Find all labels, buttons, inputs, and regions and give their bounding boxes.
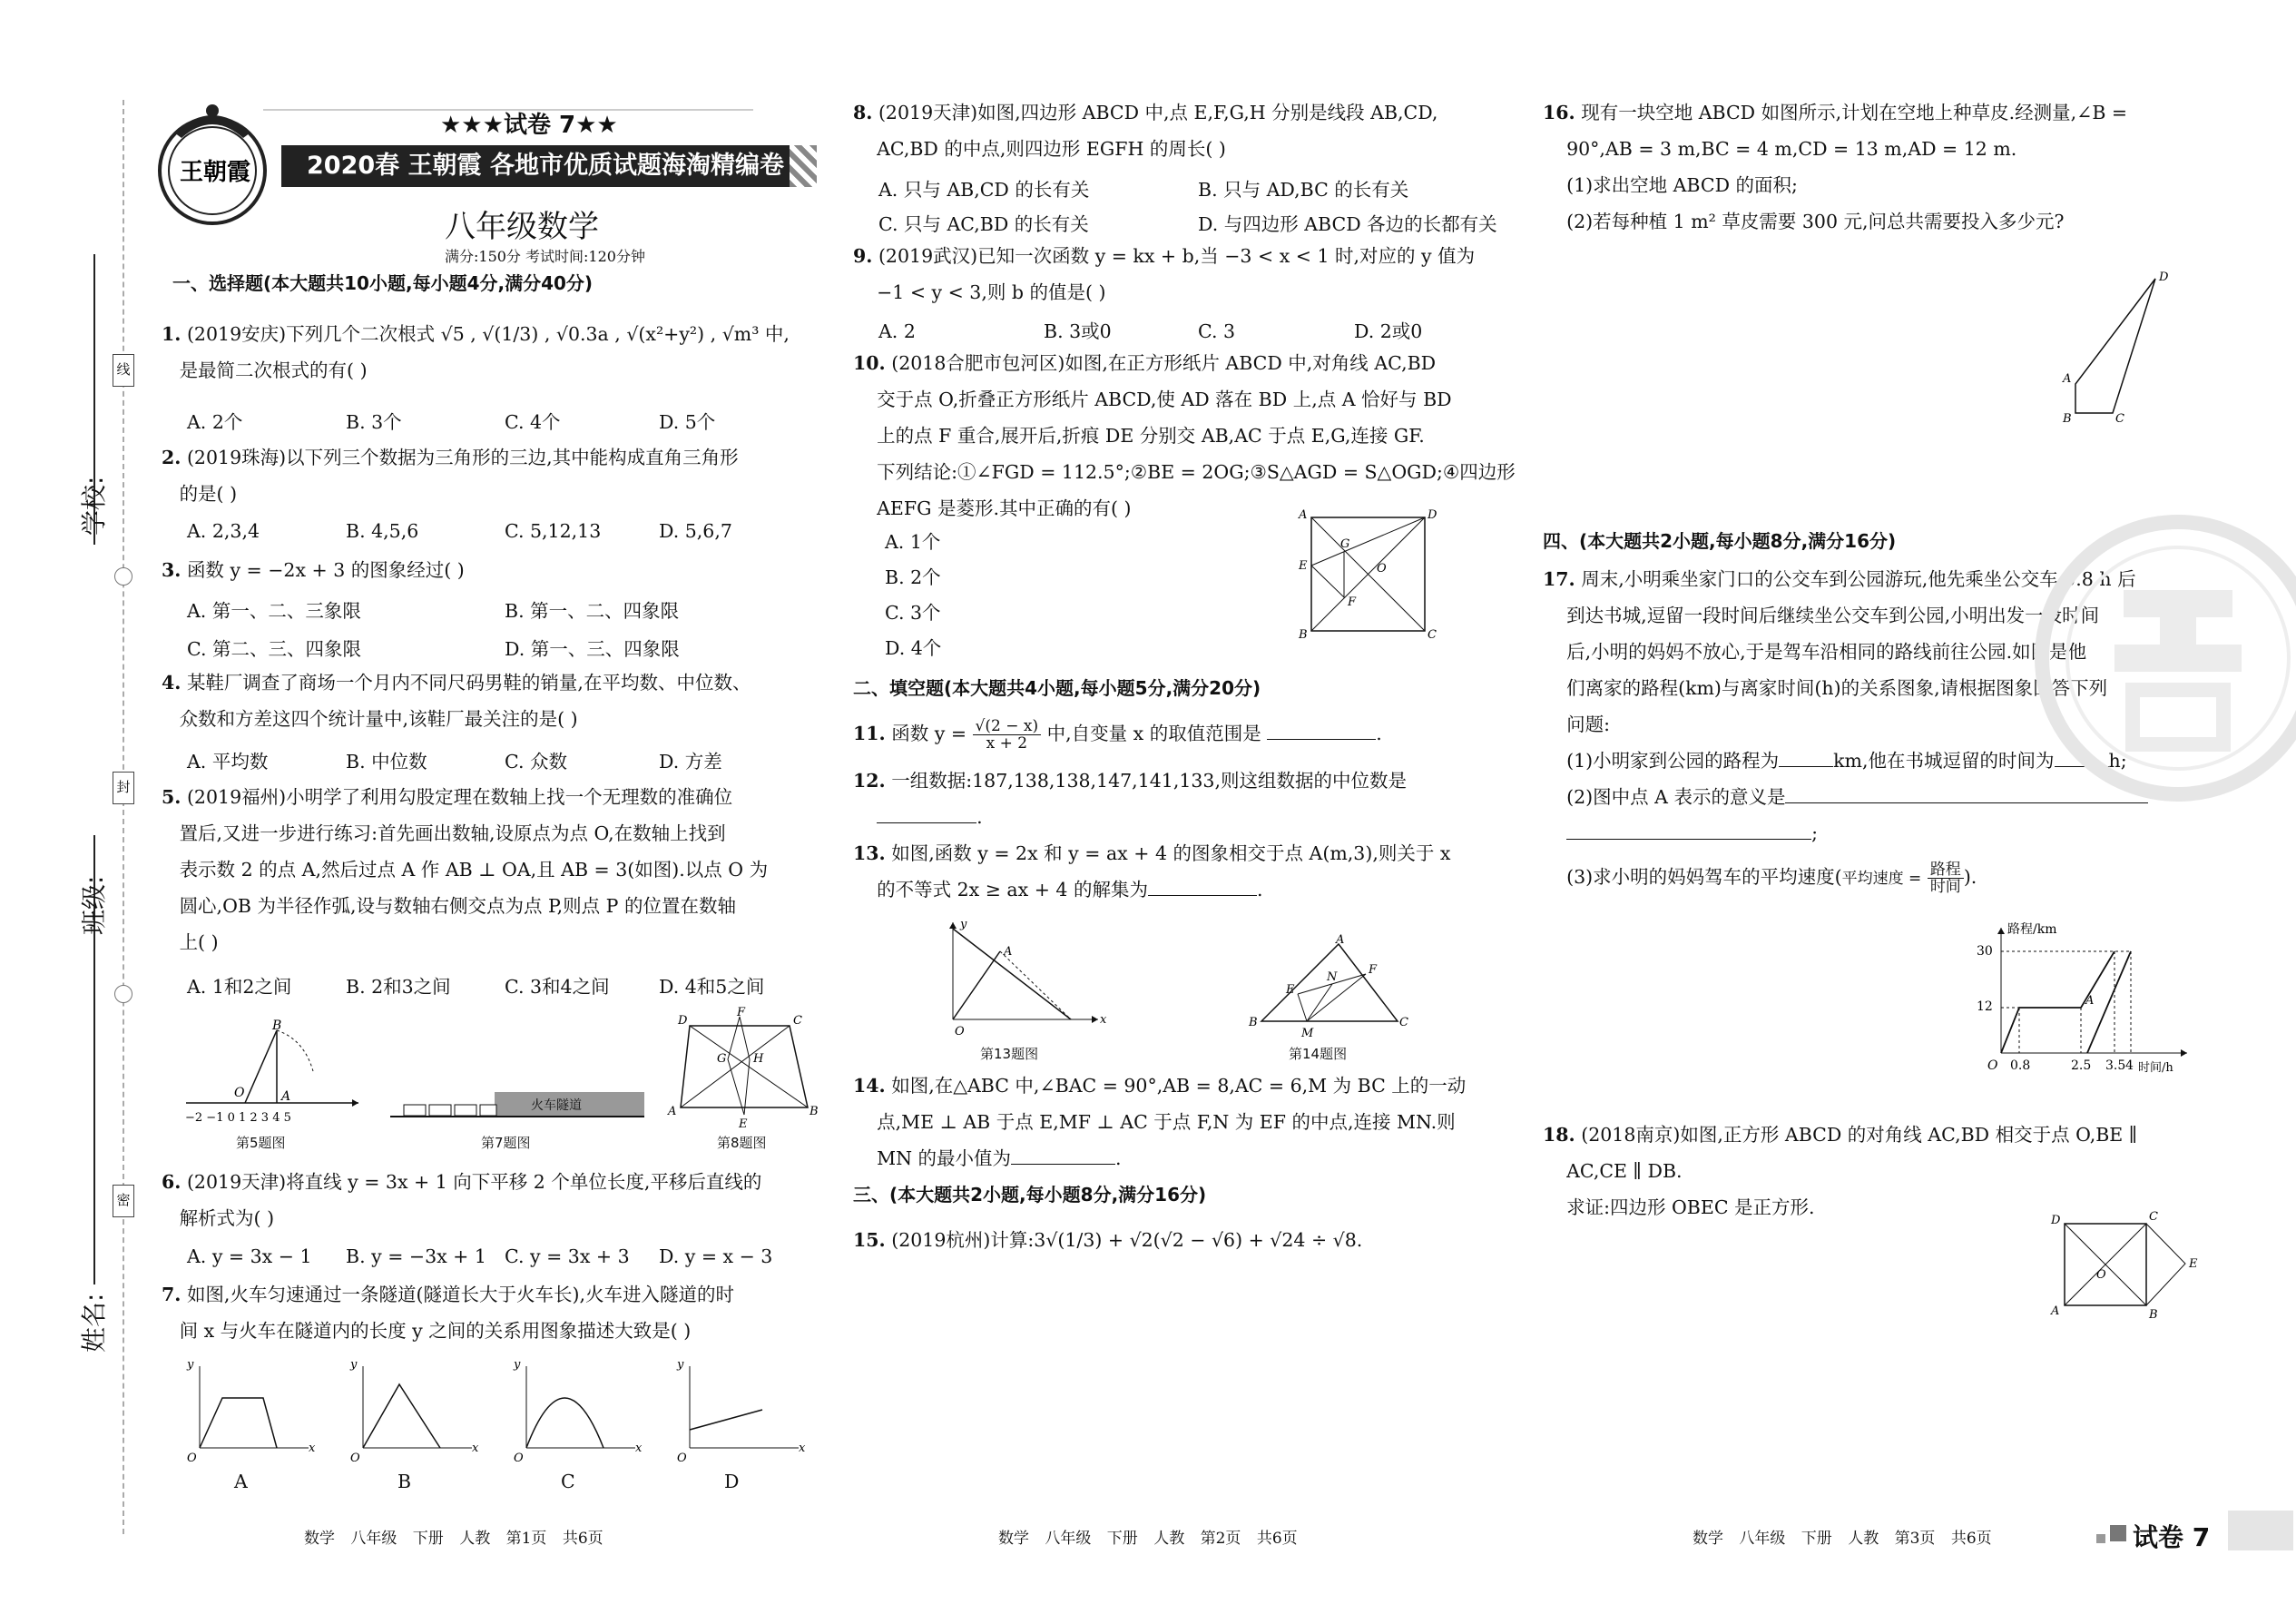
figure-q7-graphs — [182, 1357, 806, 1466]
question-9: 9. (2019武汉)已知一次函数 y = kx + b,当 −3 < x < 1 时,对应的 y 值为 −1 < y < 3,则 b 的值是( ) — [853, 245, 1476, 303]
svg-text:E: E — [1286, 983, 1295, 997]
svg-text:G: G — [1340, 537, 1350, 551]
question-17-part3: (3)求小明的妈妈驾车的平均速度(平均速度 = $\frac{\text{路程}}{\text{时间}}$ ). — [1566, 861, 1977, 896]
svg-text:D: D — [1428, 508, 1437, 522]
svg-text:O: O — [350, 1452, 360, 1465]
figure-q5-number-line — [182, 1017, 363, 1126]
svg-text:E: E — [2189, 1257, 2198, 1271]
title-pattern — [790, 145, 817, 187]
question-17: 17. 周末,小明乘坐家门口的公交车到公园游玩,他先乘坐公交车 0.8 h 后 到达书城,逗留一段时间后继续坐公交车到公园,小明出发一段时间 后,小明的妈妈不放心,于是驾车沿相同的路线前往公园.如图是他 们离家的路程(km)与离家时间(h)的关系图象,请根据图象回答下列 问题: (1)小明家到公园的路程为 km,他在书城逗留的时间为 h; (2)图中点 A 表示的意义是 ; — [1543, 561, 2148, 851]
svg-text:N: N — [1327, 970, 1338, 984]
seal-mark-seal: 封 — [113, 772, 134, 804]
svg-text:A: A — [1299, 508, 1308, 522]
question-1: 1. (2019安庆)下列几个二次根式 √5 , √(1/3) , √0.3a , √(x²+y²) , √m³ 中, 是最简二次根式的有( ) — [162, 323, 790, 381]
exam-meta: 满分:150分 考试时间:120分钟 — [445, 248, 645, 265]
brand-logo — [156, 98, 274, 234]
svg-text:H: H — [753, 1052, 764, 1066]
svg-text:F: F — [737, 1006, 746, 1019]
figure-q8-quadrilateral — [662, 1008, 817, 1130]
q4-options: A. 平均数 B. 中位数 C. 众数 D. 方差 — [187, 751, 722, 773]
binding-dashed-line — [123, 100, 124, 1534]
figure-q17-distance-time-graph — [1969, 917, 2214, 1080]
svg-text:x: x — [799, 1442, 806, 1455]
q7-graph-c — [513, 1358, 643, 1465]
question-16: 16. 现有一块空地 ABCD 如图所示,计划在空地上种草皮.经测量,∠B = 90°,AB = 3 m,BC = 4 m,CD = 13 m,AD = 12 m. (1)求出空地 ABCD 的面积; (2)若每种植 1 m² 草皮需要 300 元,问总共需要投入多少元? — [1543, 102, 2128, 232]
logo-text: 王朝霞 — [180, 159, 251, 186]
svg-text:30: 30 — [1977, 944, 1993, 959]
q8-options-2: C. 只与 AC,BD 的长有关 D. 与四边形 ABCD 各边的长都有关 — [878, 213, 1497, 235]
svg-text:B: B — [1299, 628, 1308, 642]
q7-graph-a — [186, 1358, 316, 1465]
question-2: 2. (2019珠海)以下列三个数据为三角形的三边,其中能构成直角三角形 的是( ) — [162, 447, 739, 505]
svg-text:O: O — [234, 1086, 245, 1100]
tunnel-label: 火车隧道 — [531, 1098, 582, 1113]
svg-text:B: B — [2149, 1308, 2158, 1322]
seal-mark-line: 线 — [113, 354, 134, 387]
svg-text:B: B — [272, 1019, 282, 1033]
svg-text:12: 12 — [1977, 999, 1993, 1014]
svg-text:F: F — [1348, 595, 1357, 609]
graph17-xlabel: 时间/h — [2138, 1061, 2173, 1075]
caption-fig7: 第7题图 — [481, 1135, 531, 1151]
svg-text:y: y — [960, 918, 967, 931]
svg-text:C: C — [1399, 1016, 1408, 1029]
svg-text:x: x — [635, 1442, 643, 1455]
figure-q13-graph — [935, 915, 1107, 1042]
question-10: 10. (2018合肥市包河区)如图,在正方形纸片 ABCD 中,对角线 AC,BD 交于点 O,折叠正方形纸片 ABCD,使 AD 落在 BD 上,点 A 恰好与 BD 上的点 F 重合,展开后,折痕 DE 分别交 AB,AC 于点 E,G,连接 GF. 下列结论:①∠FGD = 112.5°;②BE = 2OG;③S△AGD = S△OGD;④四边形 AEFG 是菱形.其中正确的有( ) — [853, 352, 1516, 519]
question-4: 4. 某鞋厂调查了商场一个月内不同尺码男鞋的销量,在平均数、中位数、 众数和方差这四个统计量中,该鞋厂最关注的是( ) — [162, 672, 751, 730]
svg-text:M: M — [1301, 1027, 1314, 1040]
q3-options-2: C. 第二、三、四象限 D. 第一、三、四象限 — [187, 638, 680, 660]
section-2-heading: 二、填空题(本大题共4小题,每小题5分,满分20分) — [853, 677, 1261, 699]
svg-text:x: x — [309, 1442, 316, 1455]
section-4-heading: 四、(本大题共2小题,每小题8分,满分16分) — [1543, 530, 1897, 552]
corner-dot — [2096, 1534, 2105, 1543]
question-8: 8. (2019天津)如图,四边形 ABCD 中,点 E,F,G,H 分别是线段 AB,CD, AC,BD 的中点,则四边形 EGFH 的周长( ) — [853, 102, 1438, 160]
question-14: 14. 如图,在△ABC 中,∠BAC = 90°,AB = 8,AC = 6,M 为 BC 上的一动 点,ME ⊥ AB 于点 E,MF ⊥ AC 于点 F,N 为 EF 的中点,连接 MN.则 MN 的最小值为 . — [853, 1075, 1467, 1169]
svg-text:O: O — [1987, 1058, 1998, 1073]
q9-options: A. 2 B. 3或0 C. 3 D. 2或0 — [878, 320, 1423, 342]
figure-q14-triangle — [1243, 935, 1425, 1044]
footer-page-2: 数学 八年级 下册 人教 第2页 共6页 — [998, 1530, 1298, 1548]
q6-options: A. y = 3x − 1 B. y = −3x + 1 C. y = 3x + 3 D. y = x − 3 — [187, 1245, 773, 1267]
svg-text:A: A — [2051, 1304, 2060, 1318]
svg-text:A: A — [2085, 994, 2095, 1008]
binding-hole — [114, 985, 132, 1003]
caption-fig5: 第5题图 — [236, 1135, 286, 1151]
footer-page-1: 数学 八年级 下册 人教 第1页 共6页 — [304, 1530, 603, 1548]
school-label: 学校: — [79, 476, 109, 536]
corner-tab — [2228, 1511, 2293, 1550]
svg-text:x: x — [472, 1442, 479, 1455]
q7-graph-d — [676, 1358, 806, 1465]
svg-text:y: y — [187, 1358, 194, 1372]
figure-q18-square — [2042, 1207, 2196, 1325]
caption-fig14: 第14题图 — [1289, 1046, 1348, 1062]
svg-text:D: D — [2051, 1214, 2061, 1227]
q8-options: A. 只与 AB,CD 的长有关 B. 只与 AD,BC 的长有关 — [878, 179, 1409, 201]
question-11: 11. 函数 y = $\frac{√(2 - x)}{x + 2}$ 中,自变量 x 的取值范围是 . — [853, 717, 1382, 753]
svg-text:−2 −1 0 1 2 3 4 5: −2 −1 0 1 2 3 4 5 — [185, 1111, 291, 1125]
svg-text:C: C — [2149, 1210, 2158, 1224]
watermark-seal — [2024, 508, 2296, 808]
svg-text:B: B — [809, 1105, 819, 1118]
svg-text:0.8: 0.8 — [2010, 1058, 2031, 1073]
figure-q10-square — [1293, 504, 1447, 640]
svg-text:A: A — [1336, 933, 1345, 947]
corner-paper-tag: 试卷 7 — [2133, 1522, 2211, 1552]
svg-text:y: y — [350, 1358, 358, 1372]
caption-fig13: 第13题图 — [980, 1046, 1039, 1062]
caption-fig8: 第8题图 — [717, 1135, 767, 1151]
svg-text:O: O — [514, 1452, 524, 1465]
figure-q16-quadrilateral — [2056, 268, 2173, 427]
footer-page-3: 数学 八年级 下册 人教 第3页 共6页 — [1693, 1530, 1992, 1548]
binding-hole — [114, 567, 132, 586]
svg-text:E: E — [739, 1117, 748, 1131]
svg-text:O: O — [1377, 562, 1387, 576]
class-line — [93, 835, 95, 1080]
svg-text:G: G — [717, 1052, 727, 1066]
section-3-heading: 三、(本大题共2小题,每小题8分,满分16分) — [853, 1184, 1207, 1206]
name-line — [93, 1076, 95, 1284]
question-12: 12. 一组数据:187,138,138,147,141,133,则这组数据的中位数是 . — [853, 770, 1407, 828]
q1-options: A. 2个 B. 3个 C. 4个 D. 5个 — [187, 411, 716, 433]
svg-text:B: B — [2063, 412, 2072, 426]
name-label: 姓名: — [79, 1293, 109, 1353]
svg-text:B: B — [1249, 1016, 1258, 1029]
q7-graph-labels: A B C D — [234, 1471, 740, 1492]
corner-dot — [2110, 1525, 2126, 1541]
question-5: 5. (2019福州)小明学了利用勾股定理在数轴上找一个无理数的准确位 置后,又进一步进行练习:首先画出数轴,设原点为点 O,在数轴上找到 表示数 2 的点 A,然后过点 A 作 AB ⊥ OA,且 AB = 3(如图).以点 O 为 圆心,OB 为半径作弧,设与数轴右侧交点为点 P,则点 P 的位置在数轴 上( ) — [162, 786, 769, 953]
svg-text:E: E — [1299, 559, 1308, 573]
q7-graph-b — [349, 1358, 479, 1465]
svg-text:O: O — [677, 1452, 687, 1465]
q3-options: A. 第一、二、三象限 B. 第一、二、四象限 — [187, 600, 680, 622]
svg-text:C: C — [793, 1014, 802, 1028]
paper-tag-top: ★★★试卷 7★★ — [440, 112, 618, 139]
svg-text:y: y — [514, 1358, 521, 1372]
svg-text:F: F — [1369, 963, 1378, 977]
svg-text:A: A — [668, 1105, 677, 1118]
svg-text:2.5: 2.5 — [2071, 1058, 2092, 1073]
svg-text:y: y — [677, 1358, 684, 1372]
svg-text:A: A — [1004, 945, 1013, 959]
q10-options: A. 1个 B. 2个 C. 3个 D. 4个 — [885, 531, 942, 659]
q2-options: A. 2,3,4 B. 4,5,6 C. 5,12,13 D. 5,6,7 — [187, 520, 732, 542]
subject-title: 八年级数学 — [445, 209, 599, 245]
question-15: 15. (2019杭州)计算:3√(1/3) + √2(√2 − √6) + √24 ÷ √8. — [853, 1229, 1363, 1251]
series-title: 2020春 王朝霞 各地市优质试题海淘精编卷(二) — [281, 145, 815, 187]
section-1-heading: 一、选择题(本大题共10小题,每小题4分,满分40分) — [172, 272, 594, 294]
svg-text:4: 4 — [2125, 1058, 2134, 1073]
svg-text:O: O — [955, 1025, 965, 1038]
svg-text:C: C — [1428, 628, 1437, 642]
question-18: 18. (2018南京)如图,正方形 ABCD 的对角线 AC,BD 相交于点 O,BE ∥ AC,CE ∥ DB. 求证:四边形 OBEC 是正方形. — [1543, 1124, 2138, 1218]
svg-text:O: O — [2096, 1268, 2106, 1282]
graph17-ylabel: 路程/km — [2007, 922, 2057, 937]
svg-text:A: A — [281, 1089, 291, 1104]
question-13: 13. 如图,函数 y = 2x 和 y = ax + 4 的图象相交于点 A(m,3),则关于 x 的不等式 2x ≥ ax + 4 的解集为 . — [853, 842, 1451, 901]
seal-mark-secret: 密 — [113, 1185, 134, 1217]
q5-options: A. 1和2之间 B. 2和3之间 C. 3和4之间 D. 4和5之间 — [187, 976, 765, 998]
svg-text:O: O — [187, 1452, 197, 1465]
svg-text:A: A — [2063, 372, 2072, 386]
svg-text:D: D — [678, 1014, 688, 1028]
svg-text:x: x — [1100, 1013, 1107, 1027]
svg-text:3.5: 3.5 — [2105, 1058, 2126, 1073]
svg-text:C: C — [2115, 412, 2124, 426]
question-3: 3. 函数 y = −2x + 3 的图象经过( ) — [162, 559, 465, 581]
figure-q7-tunnel — [386, 1085, 649, 1130]
class-label: 班级: — [79, 875, 109, 935]
question-7: 7. 如图,火车匀速通过一条隧道(隧道长大于火车长),火车进入隧道的时 间 x 与火车在隧道内的长度 y 之间的关系用图象描述大致是( ) — [162, 1284, 734, 1342]
svg-text:D: D — [2159, 271, 2169, 284]
question-6: 6. (2019天津)将直线 y = 3x + 1 向下平移 2 个单位长度,平移后直线的 解析式为( ) — [162, 1171, 762, 1229]
